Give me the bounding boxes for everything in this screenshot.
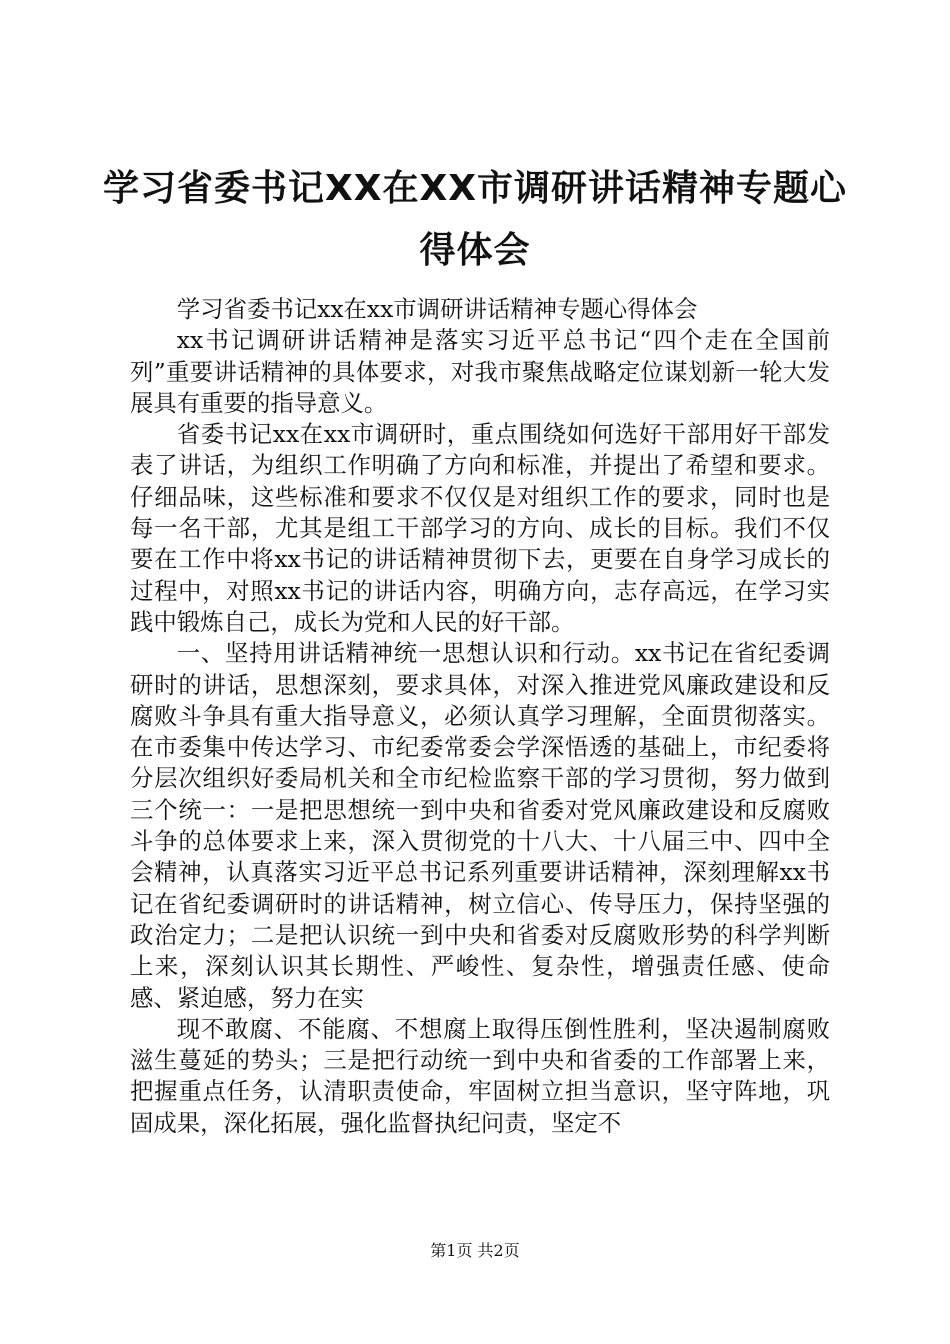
document-title (100, 158, 850, 282)
paragraph: xx书记调研讲话精神是落实习近平总书记“四个走在全国前列”重要讲话精神的具体要求，对我市聚焦战略定位谋划新一轮大发展具有重要的指导意义。 (130, 326, 830, 417)
paragraph: 现不敢腐、不能腐、不想腐上取得压倒性胜利，坚决遏制腐败滋生蔓延的势头；三是把行动统一到中央和省委的工作部署上来，把握重点任务，认清职责使命，牢固树立担当意识，坚守阵地，巩固成果，深化拓展，强化监督执纪问责，坚定不 (130, 1014, 830, 1137)
title-line-1: 学习省委书记XX在XX市调研讲话精神专题心 (102, 168, 848, 209)
paragraph: 一、坚持用讲话精神统一思想认识和行动。xx书记在省纪委调研时的讲话，思想深刻，要求具体，对深入推进党风廉政建设和反腐败斗争具有重大指导意义，必须认真学习理解，全面贯彻落实。在市委集中传达学习、市纪委常委会学深悟透的基础上，市纪委将分层次组织好委局机关和全市纪检监察干部的学习贯彻，努力做到三个统一：一是把思想统一到中央和省委对党风廉政建设和反腐败斗争的总体要求上来，深入贯彻党的十八大、十八届三中、四中全会精神，认真落实习近平总书记系列重要讲话精神，深刻理解xx书记在省纪委调研时的讲话精神，树立信心、传导压力，保持坚强的政治定力；二是把认识统一到中央和省委对反腐败形势的科学判断上来，深刻认识其长期性、严峻性、复杂性，增强责任感、使命感、紧迫感，努力在实 (130, 639, 830, 1012)
document-body (130, 294, 830, 1139)
title-line-2: 得体会 (419, 230, 531, 271)
paragraph-subtitle: 学习省委书记xx在xx市调研讲话精神专题心得体会 (176, 295, 698, 323)
paragraph: 省委书记xx在xx市调研时，重点围绕如何选好干部用好干部发表了讲话，为组织工作明确了方向和标准，并提出了希望和要求。仔细品味，这些标准和要求不仅仅是对组织工作的要求，同时也是每一名干部，尤其是组工干部学习的方向、成长的目标。我们不仅要在工作中将xx书记的讲话精神贯彻下去，更要在自身学习成长的过程中，对照xx书记的讲话内容，明确方向，志存高远，在学习实践中锻炼自己，成长为党和人民的好干部。 (130, 420, 830, 636)
page-number-footer: 第1页 共2页 (430, 1241, 520, 1260)
